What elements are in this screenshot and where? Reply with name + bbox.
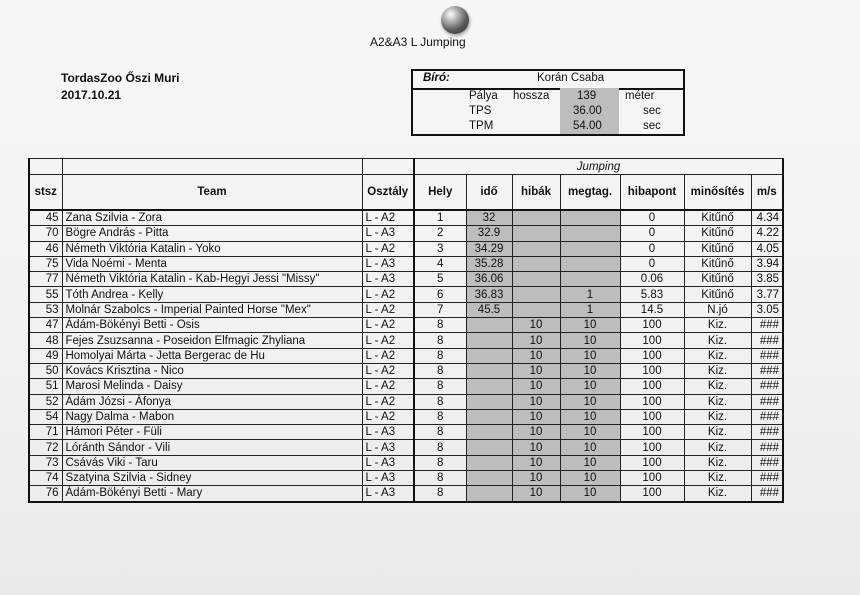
column-header-ms: m/s (751, 175, 783, 211)
cell-ms: 3.94 (751, 256, 783, 271)
cell-osztaly: L - A3 (362, 272, 414, 287)
cell-hibapont: 100 (620, 440, 684, 455)
cell-osztaly: L - A2 (362, 379, 414, 394)
cell-minosites: Kitűnő (684, 210, 751, 226)
cell-osztaly: L - A3 (362, 455, 414, 470)
cell-ido (466, 409, 512, 424)
cell-ms: 4.34 (751, 210, 783, 226)
cell-ido: 32 (466, 210, 512, 226)
tpm-unit: sec (643, 120, 661, 132)
cell-team: Vida Noémi - Menta (62, 256, 362, 271)
cell-minosites: Kiz. (684, 333, 751, 348)
cell-stsz: 54 (29, 409, 62, 424)
cell-ido (466, 318, 512, 333)
cell-stsz: 49 (29, 348, 62, 363)
cell-hely: 4 (414, 256, 466, 271)
cell-megtag: 1 (560, 302, 620, 317)
cell-megtag: 10 (560, 363, 620, 378)
cell-hibapont: 0 (620, 226, 684, 241)
cell-minosites: Kiz. (684, 394, 751, 409)
cell-hibak (512, 210, 560, 226)
cell-minosites: N.jó (684, 302, 751, 317)
cell-minosites: Kitűnő (684, 241, 751, 256)
cell-ms: ### (751, 363, 783, 378)
cell-team: Bögre András - Pitta (62, 226, 362, 241)
cell-ido (466, 348, 512, 363)
cell-hibapont: 100 (620, 348, 684, 363)
cell-ido (466, 425, 512, 440)
cell-hibak: 10 (512, 471, 560, 486)
cell-ms: ### (751, 486, 783, 502)
cell-ms: ### (751, 440, 783, 455)
cell-stsz: 51 (29, 379, 62, 394)
cell-osztaly: L - A2 (362, 348, 414, 363)
cell-ms: ### (751, 471, 783, 486)
tps-unit: sec (643, 105, 661, 117)
judge-label: Bíró: (423, 72, 450, 84)
table-row (29, 256, 783, 271)
cell-team: Fejes Zsuzsanna - Poseidon Elfmagic Zhyliana (62, 333, 362, 348)
table-row (29, 440, 783, 455)
column-header-minosites: minősítés (684, 175, 751, 211)
cell-team: Zana Szilvia - Zora (62, 210, 362, 226)
cell-osztaly: L - A2 (362, 241, 414, 256)
cell-hely: 3 (414, 241, 466, 256)
cell-megtag: 10 (560, 333, 620, 348)
table-header-row (29, 175, 783, 211)
cell-stsz: 70 (29, 226, 62, 241)
cell-megtag: 10 (560, 394, 620, 409)
cell-minosites: Kiz. (684, 455, 751, 470)
column-header-stsz: stsz (29, 175, 62, 211)
organizer: TordasZoo Őszi Muri (61, 71, 180, 85)
cell-team: Tóth Andrea - Kelly (62, 287, 362, 302)
cell-team: Molnár Szabolcs - Imperial Painted Horse "Mex" (62, 302, 362, 317)
cell-stsz: 45 (29, 210, 62, 226)
cell-stsz: 76 (29, 486, 62, 502)
cell-team: Lóránth Sándor - Vili (62, 440, 362, 455)
cell-ido: 36.06 (466, 272, 512, 287)
cell-ms: ### (751, 455, 783, 470)
cell-stsz: 75 (29, 256, 62, 271)
cell-hibak (512, 241, 560, 256)
table-row (29, 333, 783, 348)
cell-ido (466, 333, 512, 348)
course-label-2: hossza (513, 90, 550, 102)
cell-megtag: 10 (560, 348, 620, 363)
cell-hely: 8 (414, 455, 466, 470)
tps-value: 36.00 (573, 105, 602, 117)
cell-hely: 8 (414, 486, 466, 502)
cell-osztaly: L - A3 (362, 256, 414, 271)
cell-hibapont: 100 (620, 486, 684, 502)
cell-ms: ### (751, 318, 783, 333)
cell-osztaly: L - A2 (362, 409, 414, 424)
cell-stsz: 55 (29, 287, 62, 302)
tps-label: TPS (469, 105, 492, 117)
jumping-group-label: Jumping (414, 159, 783, 175)
cell-osztaly: L - A2 (362, 333, 414, 348)
cell-minosites: Kitűnő (684, 287, 751, 302)
cell-megtag: 10 (560, 471, 620, 486)
cell-hibak (512, 287, 560, 302)
cell-ms: 3.77 (751, 287, 783, 302)
cell-megtag: 10 (560, 440, 620, 455)
cell-hely: 8 (414, 333, 466, 348)
cell-megtag: 10 (560, 379, 620, 394)
cell-hibapont: 100 (620, 363, 684, 378)
cell-megtag (560, 241, 620, 256)
cell-hely: 8 (414, 379, 466, 394)
cell-megtag (560, 272, 620, 287)
cell-hely: 8 (414, 394, 466, 409)
table-row (29, 471, 783, 486)
cell-stsz: 73 (29, 455, 62, 470)
results-table (28, 158, 784, 503)
cell-hely: 7 (414, 302, 466, 317)
cell-team: Hámori Péter - Füli (62, 425, 362, 440)
cell-hibak: 10 (512, 455, 560, 470)
cell-stsz: 50 (29, 363, 62, 378)
cell-minosites: Kiz. (684, 318, 751, 333)
cell-stsz: 77 (29, 272, 62, 287)
cell-hibak (512, 226, 560, 241)
cell-hely: 6 (414, 287, 466, 302)
cell-team: Németh Viktória Katalin - Kab-Hegyi Jessi "Missy" (62, 272, 362, 287)
cell-hely: 8 (414, 440, 466, 455)
cell-ms: ### (751, 348, 783, 363)
competition-title: A2&A3 L Jumping (370, 35, 466, 49)
cell-hibak: 10 (512, 379, 560, 394)
cell-minosites: Kiz. (684, 409, 751, 424)
cell-hely: 8 (414, 471, 466, 486)
cell-hibak: 10 (512, 348, 560, 363)
cell-hibapont: 5.83 (620, 287, 684, 302)
cell-team: Marosi Melinda - Daisy (62, 379, 362, 394)
column-header-megtag: megtag. (560, 175, 620, 211)
tpm-value: 54.00 (573, 120, 602, 132)
column-header-hibak: hibák (512, 175, 560, 211)
pushpin-icon (441, 6, 469, 34)
table-row (29, 394, 783, 409)
cell-minosites: Kiz. (684, 348, 751, 363)
table-row (29, 272, 783, 287)
cell-stsz: 53 (29, 302, 62, 317)
cell-stsz: 72 (29, 440, 62, 455)
cell-hibak: 10 (512, 425, 560, 440)
cell-hely: 8 (414, 318, 466, 333)
cell-osztaly: L - A3 (362, 226, 414, 241)
cell-stsz: 48 (29, 333, 62, 348)
cell-hibapont: 100 (620, 425, 684, 440)
table-row (29, 363, 783, 378)
cell-team: Csávás Viki - Taru (62, 455, 362, 470)
course-label-1: Pálya (469, 90, 498, 102)
table-row (29, 379, 783, 394)
cell-ms: ### (751, 409, 783, 424)
cell-hibapont: 14.5 (620, 302, 684, 317)
table-row (29, 318, 783, 333)
table-row (29, 226, 783, 241)
cell-osztaly: L - A3 (362, 440, 414, 455)
cell-hely: 8 (414, 409, 466, 424)
cell-hibapont: 100 (620, 409, 684, 424)
cell-megtag: 10 (560, 425, 620, 440)
cell-team: Homolyai Márta - Jetta Bergerac de Hu (62, 348, 362, 363)
column-header-hely: Hely (414, 175, 466, 211)
cell-minosites: Kiz. (684, 471, 751, 486)
cell-megtag (560, 256, 620, 271)
course-info-box (411, 69, 685, 136)
cell-ido: 34.29 (466, 241, 512, 256)
cell-team: Szatyina Szilvia - Sidney (62, 471, 362, 486)
tpm-label: TPM (469, 120, 494, 132)
cell-ido (466, 394, 512, 409)
cell-team: Ádám-Bökényi Betti - Mary (62, 486, 362, 502)
cell-stsz: 47 (29, 318, 62, 333)
column-header-team: Team (62, 175, 362, 211)
cell-hibak (512, 272, 560, 287)
cell-megtag: 10 (560, 455, 620, 470)
cell-ido (466, 440, 512, 455)
cell-hibapont: 100 (620, 455, 684, 470)
cell-team: Ádám Józsi - Áfonya (62, 394, 362, 409)
cell-minosites: Kitűnő (684, 226, 751, 241)
cell-ido (466, 455, 512, 470)
cell-ido: 45.5 (466, 302, 512, 317)
cell-ido (466, 363, 512, 378)
cell-minosites: Kitűnő (684, 256, 751, 271)
cell-megtag: 10 (560, 409, 620, 424)
cell-hibak: 10 (512, 486, 560, 502)
cell-ms: ### (751, 333, 783, 348)
table-row (29, 287, 783, 302)
cell-minosites: Kiz. (684, 425, 751, 440)
cell-stsz: 71 (29, 425, 62, 440)
cell-ms: 3.05 (751, 302, 783, 317)
cell-hibak: 10 (512, 333, 560, 348)
cell-stsz: 52 (29, 394, 62, 409)
cell-megtag (560, 210, 620, 226)
column-header-osztaly: Osztály (362, 175, 414, 211)
cell-ms: 4.22 (751, 226, 783, 241)
cell-hibak: 10 (512, 394, 560, 409)
cell-hibapont: 0 (620, 210, 684, 226)
cell-megtag: 1 (560, 287, 620, 302)
cell-hibak: 10 (512, 363, 560, 378)
cell-hibak: 10 (512, 440, 560, 455)
cell-stsz: 46 (29, 241, 62, 256)
cell-osztaly: L - A2 (362, 287, 414, 302)
cell-team: Nagy Dalma - Mabon (62, 409, 362, 424)
cell-osztaly: L - A2 (362, 394, 414, 409)
column-header-ido: idő (466, 175, 512, 211)
cell-hibak (512, 302, 560, 317)
cell-hely: 8 (414, 363, 466, 378)
cell-osztaly: L - A2 (362, 318, 414, 333)
cell-stsz: 74 (29, 471, 62, 486)
table-group-header-row (29, 159, 783, 175)
cell-hely: 8 (414, 425, 466, 440)
cell-hibak: 10 (512, 318, 560, 333)
cell-hely: 2 (414, 226, 466, 241)
cell-hibapont: 100 (620, 318, 684, 333)
cell-ido: 35.28 (466, 256, 512, 271)
cell-osztaly: L - A2 (362, 210, 414, 226)
cell-megtag: 10 (560, 318, 620, 333)
table-row (29, 486, 783, 502)
cell-osztaly: L - A3 (362, 425, 414, 440)
cell-minosites: Kiz. (684, 363, 751, 378)
cell-hely: 5 (414, 272, 466, 287)
cell-osztaly: L - A2 (362, 363, 414, 378)
cell-team: Ádám-Bökényi Betti - Osis (62, 318, 362, 333)
table-row (29, 409, 783, 424)
cell-hely: 1 (414, 210, 466, 226)
cell-ido (466, 471, 512, 486)
cell-osztaly: L - A3 (362, 486, 414, 502)
cell-ms: ### (751, 425, 783, 440)
cell-hibak: 10 (512, 409, 560, 424)
table-row (29, 210, 783, 226)
cell-ido (466, 379, 512, 394)
table-row (29, 241, 783, 256)
cell-ido: 32.9 (466, 226, 512, 241)
cell-minosites: Kiz. (684, 379, 751, 394)
course-length: 139 (577, 90, 597, 102)
judge-name: Korán Csaba (537, 72, 605, 84)
cell-ms: ### (751, 394, 783, 409)
table-row (29, 302, 783, 317)
table-row (29, 348, 783, 363)
cell-team: Németh Viktória Katalin - Yoko (62, 241, 362, 256)
cell-hibapont: 100 (620, 471, 684, 486)
judge-row (413, 71, 683, 90)
cell-ms: ### (751, 379, 783, 394)
cell-ido (466, 486, 512, 502)
event-date: 2017.10.21 (61, 88, 122, 102)
cell-hibapont: 0 (620, 241, 684, 256)
cell-hibapont: 0.06 (620, 272, 684, 287)
course-unit: méter (625, 90, 655, 102)
cell-hibapont: 100 (620, 394, 684, 409)
cell-osztaly: L - A3 (362, 471, 414, 486)
cell-minosites: Kitűnő (684, 272, 751, 287)
cell-hibapont: 100 (620, 379, 684, 394)
cell-minosites: Kiz. (684, 440, 751, 455)
cell-hely: 8 (414, 348, 466, 363)
table-row (29, 425, 783, 440)
cell-hibapont: 100 (620, 333, 684, 348)
cell-ms: 4.05 (751, 241, 783, 256)
cell-ido: 36.83 (466, 287, 512, 302)
cell-hibak (512, 256, 560, 271)
cell-ms: 3.85 (751, 272, 783, 287)
cell-minosites: Kiz. (684, 486, 751, 502)
cell-hibapont: 0 (620, 256, 684, 271)
table-row (29, 455, 783, 470)
column-header-hibapont: hibapont (620, 175, 684, 211)
cell-megtag: 10 (560, 486, 620, 502)
cell-team: Kovács Krisztina - Nico (62, 363, 362, 378)
cell-megtag (560, 226, 620, 241)
cell-osztaly: L - A2 (362, 302, 414, 317)
